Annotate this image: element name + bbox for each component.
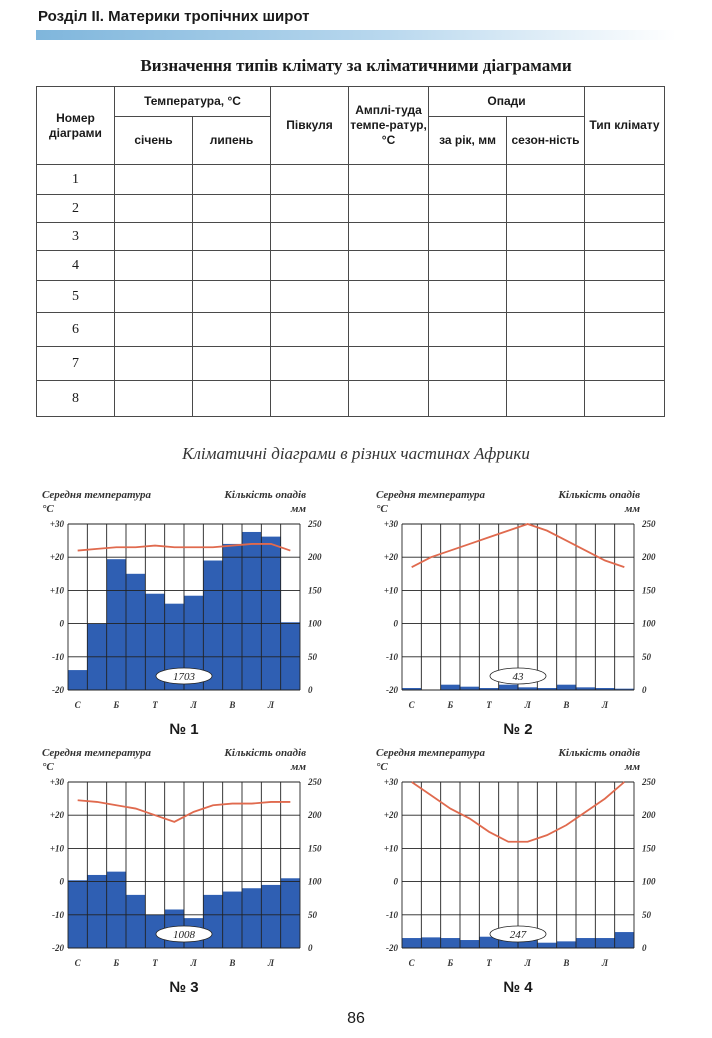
month-label: Б [113,958,120,968]
section-title: Розділ ІІ. Материки тропічних широт [38,8,310,25]
table-cell[interactable] [271,195,349,223]
table-cell[interactable] [585,347,665,381]
table-cell[interactable] [193,313,271,347]
table-cell[interactable] [193,251,271,281]
table-cell[interactable] [429,223,507,251]
month-label: Т [152,958,158,968]
table-cell[interactable] [115,381,193,417]
month-label: Л [601,700,609,710]
precip-tick-label: 0 [308,685,313,695]
precip-tick-label: 200 [308,552,322,563]
left-axis-title-line2: °С [42,761,54,773]
table-cell[interactable] [429,313,507,347]
table-row [37,281,665,313]
table-cell[interactable] [115,223,193,251]
table-cell[interactable] [193,281,271,313]
precip-bar [441,685,460,690]
table-cell[interactable] [271,165,349,195]
left-axis-title-line1: Середня температура [376,489,485,501]
precip-tick-label: 200 [642,552,656,563]
precip-tick-label: 200 [308,810,322,821]
precip-tick-label: 200 [642,810,656,821]
precip-tick-label: 100 [308,618,322,629]
row-number: 2 [37,195,115,223]
temp-tick-label: 0 [393,618,398,629]
month-label: В [563,700,570,710]
table-cell[interactable] [115,195,193,223]
month-label: Т [486,958,492,968]
precip-bar [126,895,145,948]
temp-tick-label: +10 [49,585,64,596]
left-axis-title-line2: °С [42,503,54,515]
annual-total-value: 43 [512,671,524,683]
month-label: С [74,958,81,968]
page-header [0,0,712,44]
table-cell[interactable] [507,281,585,313]
annual-total-value: 247 [509,929,527,941]
month-label: Л [524,958,531,968]
table-cell[interactable] [349,165,429,195]
header-temperature: Температура, °С [115,87,271,117]
precip-bar [499,685,518,690]
left-axis-title-line1: Середня температура [376,747,485,759]
precip-bar [203,895,222,948]
temp-tick-label: 0 [393,876,398,887]
precip-bar [576,938,595,948]
table-cell[interactable] [507,223,585,251]
table-row [37,165,665,195]
temp-tick-label: +10 [383,843,398,854]
precip-bar [557,685,576,690]
precip-tick-label: 50 [642,909,651,920]
precip-bar [281,622,300,690]
month-label: С [408,958,415,968]
table-cell[interactable] [115,347,193,381]
precip-bar [615,932,634,948]
precip-tick-label: 150 [642,843,656,854]
chart-grid [402,782,634,948]
left-axis-title-line2: °С [376,761,388,773]
diagrams-caption: Кліматичні діаграми в різних частинах Африки [182,444,530,463]
table-cell[interactable] [507,381,585,417]
annual-total-value: 1703 [173,671,195,683]
table-cell[interactable] [429,165,507,195]
precip-tick-label: 100 [642,618,656,629]
month-label: В [563,958,570,968]
table-cell[interactable] [271,347,349,381]
chart-grid [402,524,634,690]
table-cell[interactable] [429,347,507,381]
table-cell[interactable] [271,381,349,417]
table-cell[interactable] [507,165,585,195]
month-label: Л [190,700,197,710]
precip-bar [242,888,261,948]
climate-chart-3 [36,742,336,1002]
table-cell[interactable] [193,347,271,381]
temp-tick-label: -10 [386,651,398,662]
climate-table [36,86,665,417]
precip-bar [460,687,479,690]
month-label: Б [447,700,454,710]
precip-bar [281,878,300,948]
precip-tick-label: 150 [642,585,656,596]
precip-tick-label: 100 [308,876,322,887]
temp-tick-label: -20 [52,943,64,953]
table-cell[interactable] [193,165,271,195]
table-cell[interactable] [349,281,429,313]
precip-tick-label: 150 [308,585,322,596]
temp-tick-label: -20 [386,943,398,953]
temp-tick-label: 0 [59,876,64,887]
right-axis-title-line1: Кількість опадів [558,747,640,759]
table-cell[interactable] [429,381,507,417]
table-cell[interactable] [507,251,585,281]
temp-tick-label: +10 [49,843,64,854]
table-cell[interactable] [349,313,429,347]
temp-tick-label: +30 [49,777,64,787]
precip-tick-label: 0 [642,685,647,695]
left-axis-title-line1: Середня температура [42,489,151,501]
row-number: 6 [37,313,115,347]
table-cell[interactable] [349,223,429,251]
row-number: 1 [37,165,115,195]
table-cell[interactable] [585,313,665,347]
chart-number-label: № 2 [503,721,533,738]
table-row [37,381,665,417]
table-cell[interactable] [115,281,193,313]
month-label: Т [152,700,158,710]
month-label: Б [447,958,454,968]
table-row [37,251,665,281]
header-seasonality: сезон-ність [507,117,585,165]
precip-bar [68,880,87,948]
table-cell[interactable] [349,195,429,223]
table-cell[interactable] [271,281,349,313]
precip-bar [460,940,479,948]
header-number: Номер діаграми [37,87,115,165]
table-cell[interactable] [193,223,271,251]
right-axis-title-line2: мм [624,761,640,773]
precip-bar [402,938,421,948]
precip-tick-label: 250 [642,519,656,529]
precip-bar [557,941,576,948]
table-cell[interactable] [585,195,665,223]
table-cell[interactable] [349,251,429,281]
table-cell[interactable] [429,251,507,281]
precip-bar [441,938,460,948]
precip-bar [595,938,614,948]
precip-tick-label: 0 [642,943,647,953]
precip-tick-label: 250 [308,777,322,787]
row-number: 8 [37,381,115,417]
table-cell[interactable] [585,251,665,281]
table-cell[interactable] [115,165,193,195]
temp-tick-label: -20 [52,685,64,695]
precip-tick-label: 150 [308,843,322,854]
temp-tick-label: +10 [383,585,398,596]
temp-tick-label: -10 [52,651,64,662]
temp-tick-label: -10 [386,909,398,920]
right-axis-title-line2: мм [290,761,306,773]
precip-bar [261,885,280,948]
month-label: Л [524,700,531,710]
right-axis-title-line1: Кількість опадів [224,489,306,501]
header-stripe [36,30,676,40]
precip-bar [203,561,222,690]
month-label: Л [190,958,197,968]
header-july: липень [193,117,271,165]
precip-bar [421,937,440,948]
table-cell[interactable] [271,251,349,281]
precip-bar [68,670,87,690]
right-axis-title-line2: мм [290,503,306,515]
table-cell[interactable] [115,251,193,281]
right-axis-title-line1: Кількість опадів [224,747,306,759]
header-climate-type: Тип клімату [585,87,665,165]
table-cell[interactable] [115,313,193,347]
precip-tick-label: 50 [308,651,317,662]
table-cell[interactable] [271,313,349,347]
precip-tick-label: 100 [642,876,656,887]
chart-number-label: № 3 [169,979,199,996]
left-axis-title-line1: Середня температура [42,747,151,759]
table-cell[interactable] [585,381,665,417]
right-axis-title-line1: Кількість опадів [558,489,640,501]
table-row [37,223,665,251]
table-cell[interactable] [349,381,429,417]
precip-tick-label: 250 [642,777,656,787]
right-axis-title-line2: мм [624,503,640,515]
precip-bar [87,875,106,948]
header-hemisphere: Півкуля [271,87,349,165]
table-cell[interactable] [429,195,507,223]
row-number: 5 [37,281,115,313]
precip-tick-label: 0 [308,943,313,953]
table-cell[interactable] [193,381,271,417]
month-label: Б [113,700,120,710]
month-label: Т [486,700,492,710]
precip-tick-label: 250 [308,519,322,529]
precip-bar [107,872,126,948]
temp-tick-label: +20 [49,810,64,821]
row-number: 3 [37,223,115,251]
table-cell[interactable] [349,347,429,381]
climate-chart-4 [370,742,670,1002]
table-cell[interactable] [429,281,507,313]
temp-tick-label: +30 [49,519,64,529]
table-row [37,313,665,347]
precip-bar [223,544,242,690]
chart-number-label: № 1 [169,721,199,738]
temp-tick-label: +20 [49,552,64,563]
left-axis-title-line2: °С [376,503,388,515]
table-cell[interactable] [507,195,585,223]
table-cell[interactable] [193,195,271,223]
month-label: С [408,700,415,710]
climate-chart-1 [36,484,336,744]
header-amplitude: Амплі-туда темпе-ратур, °С [349,87,429,165]
temp-tick-label: +30 [383,519,398,529]
temp-tick-label: +30 [383,777,398,787]
header-january: січень [115,117,193,165]
table-cell[interactable] [507,347,585,381]
precip-bar [107,559,126,690]
month-label: Л [267,958,275,968]
chart-number-label: № 4 [503,979,533,996]
annual-total-value: 1008 [173,929,195,941]
month-label: В [229,700,236,710]
row-number: 4 [37,251,115,281]
table-row [37,347,665,381]
header-per-year: за рік, мм [429,117,507,165]
table-cell[interactable] [585,223,665,251]
header-precip: Опади [429,87,585,117]
table-cell[interactable] [507,313,585,347]
table-row [37,195,665,223]
climate-chart-2 [370,484,670,744]
table-cell[interactable] [271,223,349,251]
month-label: Л [601,958,609,968]
table-cell[interactable] [585,165,665,195]
month-label: В [229,958,236,968]
precip-bar [261,537,280,690]
temp-tick-label: -20 [386,685,398,695]
temp-tick-label: +20 [383,552,398,563]
temp-tick-label: -10 [52,909,64,920]
precip-bar [223,892,242,948]
precip-tick-label: 50 [308,909,317,920]
precip-bar [242,532,261,690]
precip-tick-label: 50 [642,651,651,662]
table-title: Визначення типів клімату за кліматичними діаграмами [140,56,572,75]
precip-bar [126,574,145,690]
temp-tick-label: 0 [59,618,64,629]
precip-bar [537,943,556,948]
table-cell[interactable] [585,281,665,313]
temp-tick-label: +20 [383,810,398,821]
month-label: С [74,700,81,710]
row-number: 7 [37,347,115,381]
month-label: Л [267,700,275,710]
page-number: 86 [347,1010,365,1027]
